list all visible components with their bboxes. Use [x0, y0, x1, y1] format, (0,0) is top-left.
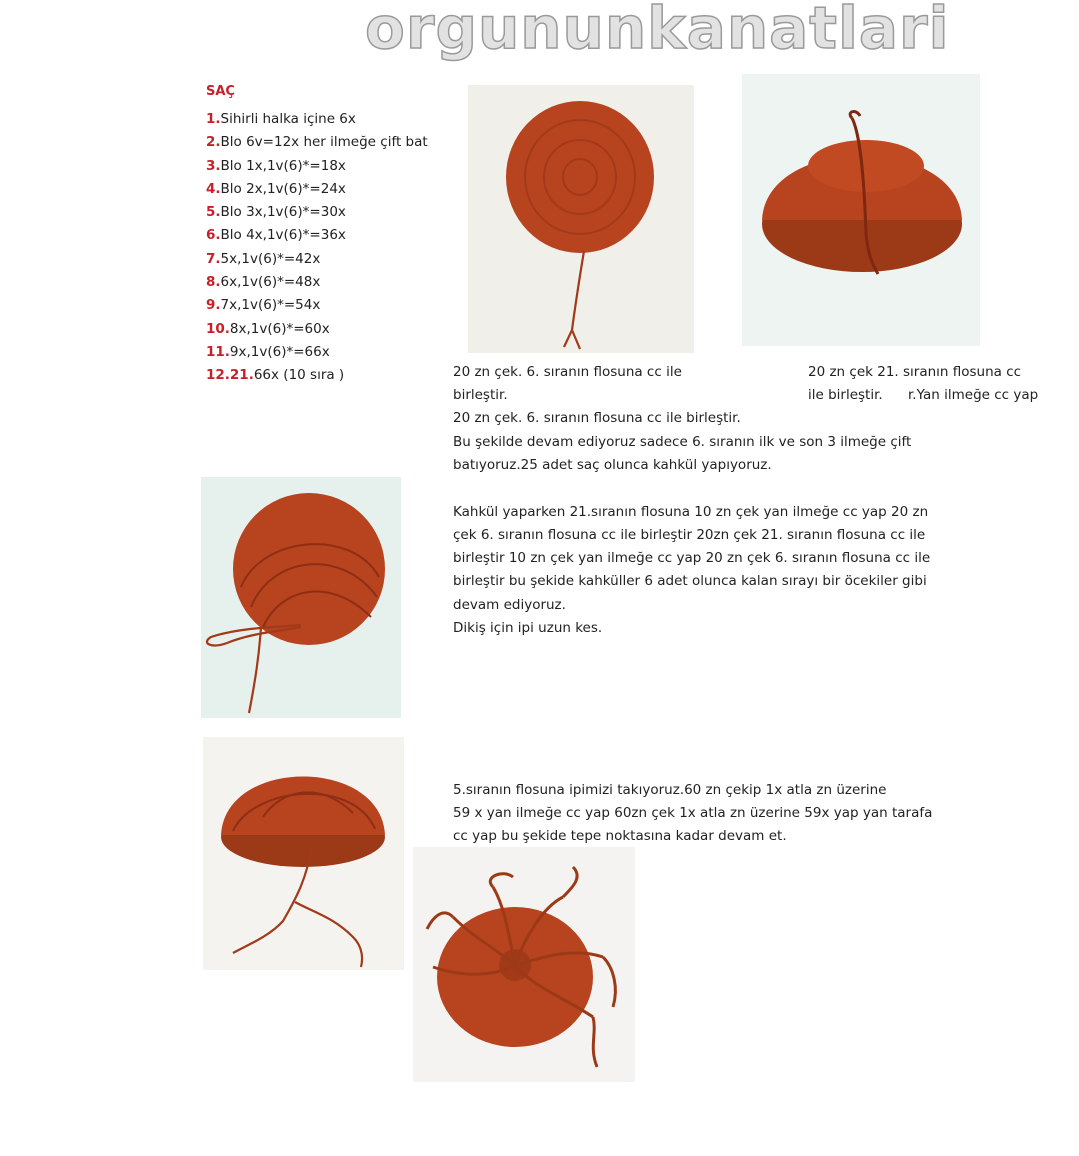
- photo-dome-tail: [203, 737, 404, 970]
- pattern-row: 4.Blo 2x,1v(6)*=24x: [206, 180, 346, 197]
- caption-photo2-line1: 20 zn çek 21. sıranın flosuna cc: [808, 364, 1022, 380]
- caption-photo1-line3: 20 zn çek. 6. sıranın flosuna cc ile birleştir.: [453, 410, 741, 426]
- section-title: SAÇ: [206, 84, 235, 99]
- kahkul-line: birleştir bu şekide kahküller 6 adet olunca kalan sırayı bir öcekiler gibi: [453, 573, 927, 589]
- caption-photo2-line2: ile birleştir.: [808, 387, 883, 403]
- caption-photo1-line2: birleştir.: [453, 387, 508, 403]
- kahkul-line: birleştir 10 zn çek yan ilmeğe cc yap 20 zn çek 6. sıranın flosuna cc ile: [453, 550, 931, 566]
- kahkul-line: devam ediyoruz.: [453, 597, 566, 613]
- pattern-row: 9.7x,1v(6)*=54x: [206, 297, 321, 314]
- pattern-row-list: [206, 108, 428, 388]
- photo-dome-loops: [201, 477, 401, 718]
- caption-photo1-line5: batıyoruz.25 adet saç olunca kahkül yapıyoruz.: [453, 457, 772, 473]
- pattern-row: 11.9x,1v(6)*=66x: [206, 343, 330, 360]
- pattern-row: 5.Blo 3x,1v(6)*=30x: [206, 204, 346, 221]
- watermark-logo: orgununkanatlari: [365, 0, 950, 62]
- kahkul-line: Kahkül yaparken 21.sıranın flosuna 10 zn çek yan ilmeğe cc yap 20 zn: [453, 504, 929, 520]
- photo-flat-circle: [468, 85, 694, 353]
- pattern-row: 2.Blo 6v=12x her ilmeğe çift bat: [206, 134, 428, 151]
- pattern-row: 1.Sihirli halka içine 6x: [206, 111, 356, 127]
- photo-dome-strand: [742, 74, 980, 346]
- pattern-row: 8.6x,1v(6)*=48x: [206, 274, 321, 291]
- photo-top-chains: [413, 847, 635, 1082]
- pattern-row: 6.Blo 4x,1v(6)*=36x: [206, 227, 346, 244]
- caption-photo2-line3: r.Yan ilmeğe cc yap: [908, 387, 1039, 403]
- pattern-row: 12.21.66x (10 sıra ): [206, 367, 345, 384]
- final-line: cc yap bu şekide tepe noktasına kadar devam et.: [453, 828, 787, 844]
- pattern-row: 3.Blo 1x,1v(6)*=18x: [206, 157, 346, 174]
- kahkul-line: çek 6. sıranın flosuna cc ile birleştir 20zn çek 21. sıranın flosuna cc ile: [453, 527, 926, 543]
- kahkul-line: Dikiş için ipi uzun kes.: [453, 620, 603, 636]
- final-line: 59 x yan ilmeğe cc yap 60zn çek 1x atla zn üzerine 59x yap yan tarafa: [453, 805, 933, 821]
- final-line: 5.sıranın flosuna ipimizi takıyoruz.60 zn çekip 1x atla zn üzerine: [453, 782, 887, 798]
- pattern-row: 7.5x,1v(6)*=42x: [206, 250, 321, 267]
- caption-photo1-line1: 20 zn çek. 6. sıranın flosuna cc ile: [453, 364, 682, 380]
- pattern-row: 10.8x,1v(6)*=60x: [206, 320, 330, 337]
- caption-photo1-line4: Bu şekilde devam ediyoruz sadece 6. sıranın ilk ve son 3 ilmeğe çift: [453, 434, 912, 450]
